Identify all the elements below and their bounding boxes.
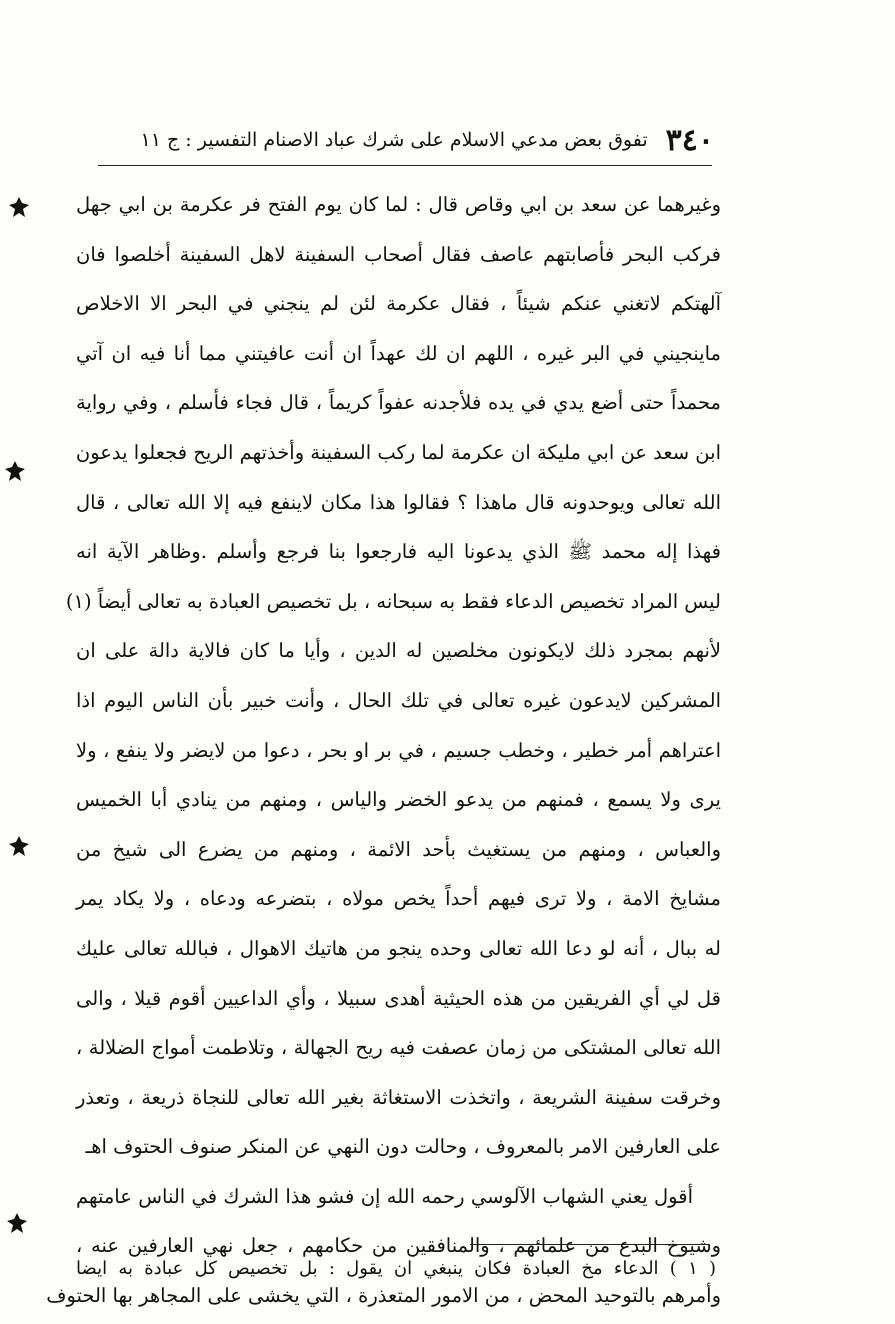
page-header: [100, 118, 714, 162]
body-line: المشركين لايدعون غيره تعالى في تلك الحال ، وأنت خبير بأن الناس اليوم اذا: [76, 688, 721, 712]
header-rule: [98, 165, 712, 166]
body-line: والعباس ، ومنهم من يستغيث بأحد الائمة ، ومنهم من يضرع الى شيخ من: [76, 837, 721, 861]
body-line: اعتراهم أمر خطير ، وخطب جسيم ، في بر او بحر ، دعوا من لايضر ولا ينفع ، ولا: [76, 738, 721, 762]
body-line: وشيوخ البدع من علمائهم ، والمنافقين من حكامهم ، جعل نهي العارفين عنه ،: [76, 1234, 721, 1258]
footnote-rule: [470, 1244, 710, 1245]
body-line: الله تعالى المشتكى من زمان عصفت فيه ريح الجهالة ، وتلاطمت أمواج الضلالة ،: [76, 1036, 721, 1060]
body-text: [46, 180, 721, 1321]
binding-hole-icon: [6, 1212, 28, 1234]
page-number: ٣٤٠: [665, 122, 714, 158]
body-line: آلهتكم لاتغني عنكم شيئاً ، فقال عكرمة لئن لم ينجني في البحر الا الاخلاص: [76, 292, 721, 316]
body-line: له ببال ، أنه لو دعا الله تعالى وحده ينجو من هاتيك الاهوال ، فبالله تعالى عليك: [76, 936, 721, 960]
body-line: لأنهم بمجرد ذلك لايكونون مخلصين له الدين ، وأيا ما كان فالاية دالة على ان: [76, 639, 721, 663]
body-line: ماينجيني في البر غيره ، اللهم ان لك عهداً ان أنت عافيتني مما أنا فيه ان آتي: [76, 341, 721, 365]
binding-hole-icon: [4, 460, 26, 482]
binding-hole-icon: [8, 196, 30, 218]
body-line: فركب البحر فأصابتهم عاصف فقال أصحاب السفينة لاهل السفينة أخلصوا فان: [76, 242, 721, 266]
body-line: أقول يعني الشهاب الآلوسي رحمه الله إن فشو هذا الشرك في الناس عامتهم: [76, 1184, 693, 1208]
body-line: محمداً حتى أضع يدي في يده فلأجدنه عفواً كريماً ، قال فجاء فأسلم ، وفي رواية: [76, 391, 721, 415]
body-line: وغيرهما عن سعد بن ابي وقاص قال : لما كان يوم الفتح فر عكرمة بن ابي جهل: [76, 193, 721, 216]
running-head: تفوق بعض مدعي الاسلام على شرك عباد الاصنام التفسير : ج ١١: [140, 129, 648, 151]
binding-hole-icon: [8, 835, 30, 857]
footnote: ( ١ ) الدعاء مخ العبادة فكان ينبغي ان يقول : بل تخصيص كل عبادة به ايضا: [76, 1258, 716, 1279]
body-line: قل لي أي الفريقين من هذه الحيثية أهدى سبيلا ، وأي الداعيين أقوم قيلا ، والى: [76, 986, 721, 1010]
body-line: ابن سعد عن ابي مليكة ان عكرمة لما ركب السفينة وأخذتهم الريح فجعلوا يدعون: [75, 440, 721, 464]
body-line: على العارفين الامر بالمعروف ، وحالت دون النهي عن المنكر صنوف الحتوف اهـ: [85, 1135, 721, 1159]
body-line: وأمرهم بالتوحيد المحض ، من الامور المتعذرة ، التي يخشى على المجاهر بها الحتوف: [46, 1284, 721, 1308]
body-line: ليس المراد تخصيص الدعاء فقط به سبحانه ، بل تخصيص العبادة به تعالى أيضاً (١): [65, 589, 721, 613]
body-line: وخرقت سفينة الشريعة ، واتخذت الاستغاثة بغير الله تعالى للنجاة ذريعة ، وتعذر: [76, 1085, 721, 1109]
body-line: الله تعالى ويوحدونه قال ماهذا ؟ فقالوا هذا مكان لاينفع فيه إلا الله تعالى ، قال: [76, 490, 721, 514]
body-line: مشايخ الامة ، ولا ترى فيهم أحداً يخص مولاه ، بتضرعه ودعاه ، ولا يكاد يمر: [76, 887, 721, 911]
body-line: يرى ولا يسمع ، فمنهم من يدعو الخضر والياس ، ومنهم من ينادي أبا الخميس: [76, 788, 721, 812]
body-line: فهذا إله محمد ﷺ الذي يدعونا اليه فارجعوا بنا فرجع وأسلم .وظاهر الآية انه: [76, 540, 721, 564]
